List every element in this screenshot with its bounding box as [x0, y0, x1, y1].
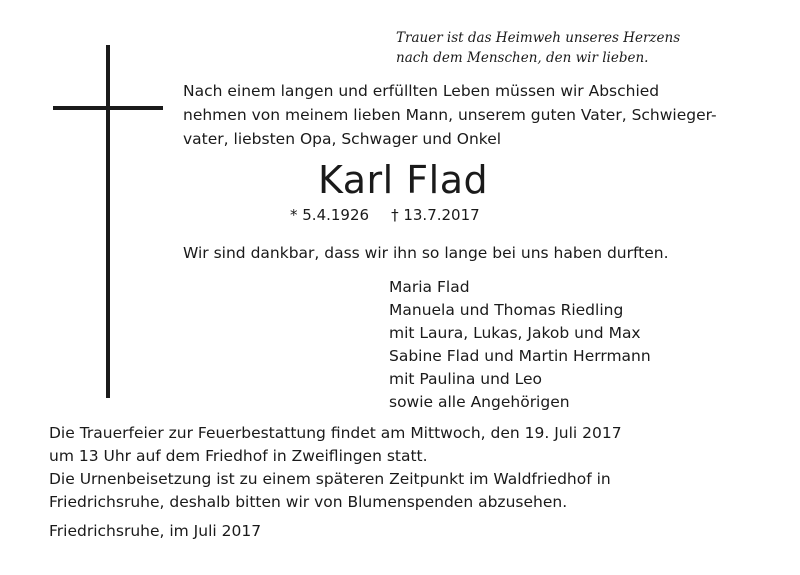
motto-quote — [396, 28, 680, 68]
life-dates — [290, 204, 480, 226]
mourners-list — [389, 276, 651, 414]
mourner-line: mit Laura, Lukas, Jakob und Max — [389, 324, 641, 342]
funeral-line: um 13 Uhr auf dem Friedhof in Zweiflingen statt. — [49, 447, 428, 465]
motto-line: nach dem Menschen, den wir lieben. — [396, 50, 649, 66]
motto-line: Trauer ist das Heimweh unseres Herzens — [396, 30, 681, 46]
mourner-line: mit Paulina und Leo — [389, 370, 543, 388]
intro-line: nehmen von meinem lieben Mann, unserem guten Vater, Schwieger- — [183, 106, 717, 124]
cross-vertical-bar — [106, 45, 110, 398]
deceased-name: Karl Flad — [318, 158, 489, 202]
mourner-line: Sabine Flad und Martin Herrmann — [389, 347, 651, 365]
intro-line: vater, liebsten Opa, Schwager und Onkel — [183, 130, 502, 148]
cross-horizontal-bar — [53, 106, 163, 110]
funeral-line: Die Trauerfeier zur Feuerbestattung findet am Mittwoch, den 19. Juli 2017 — [49, 424, 622, 442]
place-and-date: Friedrichsruhe, im Juli 2017 — [49, 522, 262, 540]
mourner-line: Manuela und Thomas Riedling — [389, 301, 624, 319]
funeral-line: Die Urnenbeisetzung ist zu einem späteren Zeitpunkt im Waldfriedhof in — [49, 470, 611, 488]
intro-text — [183, 79, 717, 151]
funeral-line: Friedrichsruhe, deshalb bitten wir von Blumenspenden abzusehen. — [49, 493, 568, 511]
funeral-info — [49, 422, 622, 514]
death-date: † 13.7.2017 — [391, 206, 480, 224]
gratitude-text: Wir sind dankbar, dass wir ihn so lange bei uns haben durften. — [183, 244, 669, 262]
birth-date: * 5.4.1926 — [290, 206, 370, 224]
mourner-line: sowie alle Angehörigen — [389, 393, 570, 411]
intro-line: Nach einem langen und erfüllten Leben müssen wir Abschied — [183, 82, 660, 100]
mourner-line: Maria Flad — [389, 278, 470, 296]
